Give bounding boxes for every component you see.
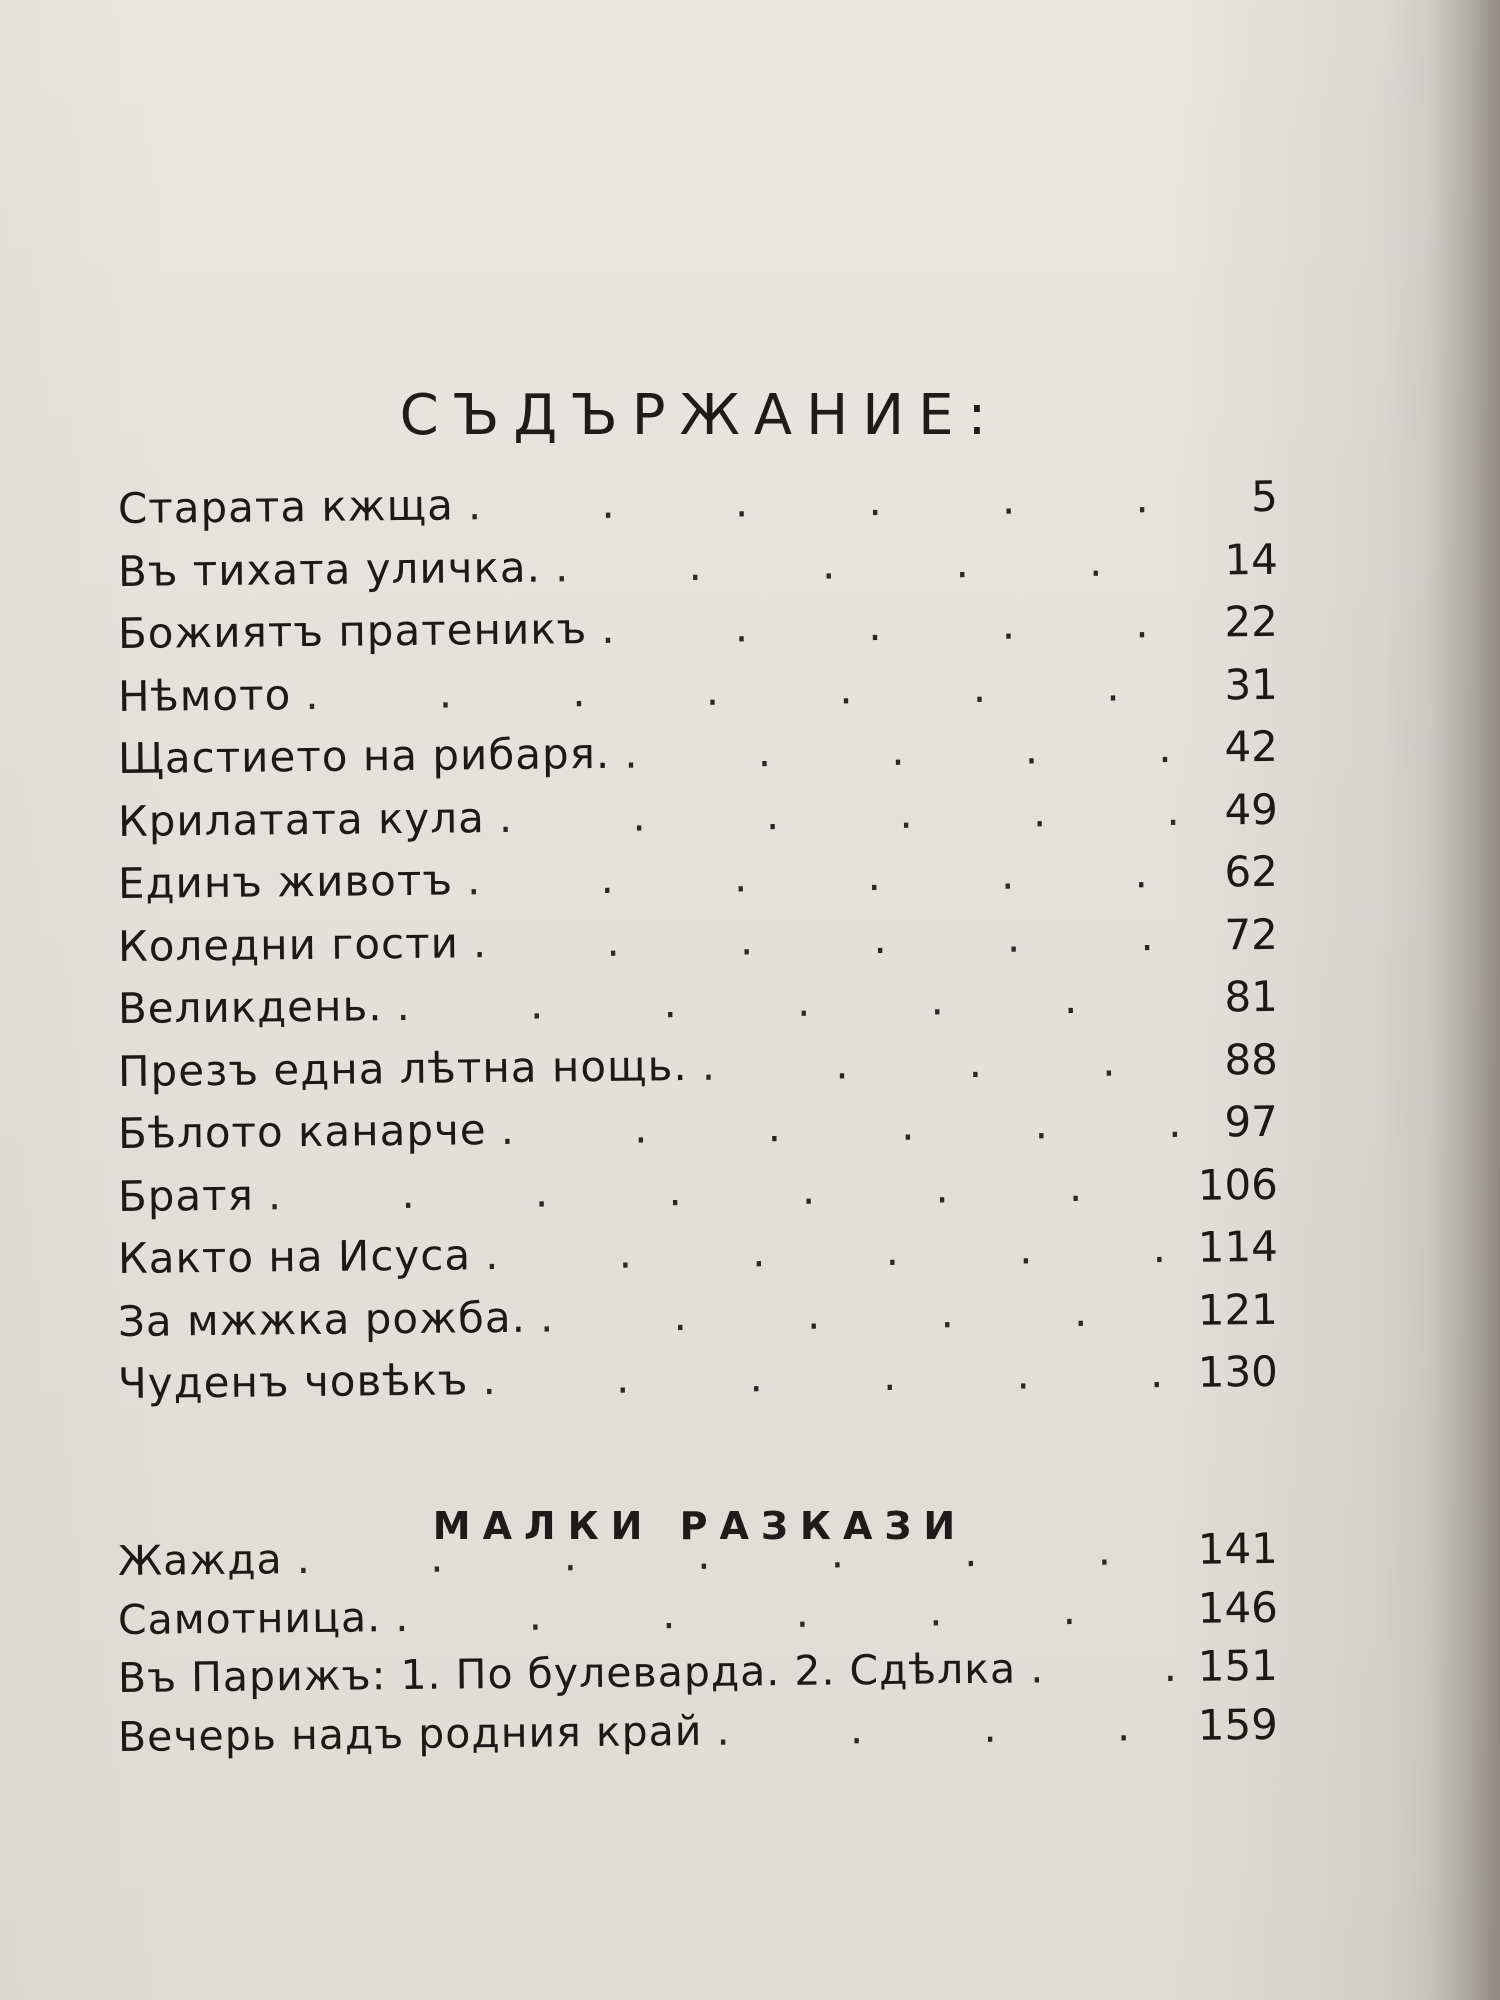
- contents-entry: [118, 1222, 1279, 1297]
- entry-page-number: 22: [1224, 596, 1279, 647]
- entry-title: Коледни гости: [117, 917, 460, 971]
- entry-title: Вечерь надъ родния край: [117, 1706, 703, 1761]
- entry-title: Самотница.: [117, 1592, 382, 1644]
- entry-page-number: 72: [1224, 909, 1279, 959]
- entry-page-number: 81: [1224, 971, 1279, 1022]
- dot-leader: [305, 660, 1178, 718]
- entry-page-number: 146: [1197, 1582, 1279, 1633]
- entry-title: Нѣмото: [117, 669, 292, 721]
- entry-page-number: 121: [1197, 1284, 1279, 1335]
- entry-title: Въ тихата уличка.: [117, 542, 542, 596]
- entry-title: Въ Парижъ: 1. По булеварда. 2. Сдѣлка: [117, 1644, 1017, 1702]
- dot-leader: [473, 910, 1179, 966]
- entry-page-number: 130: [1197, 1346, 1279, 1397]
- contents-entry: [118, 972, 1279, 1047]
- entry-title: Щастието на рибаря.: [117, 728, 611, 783]
- entry-title: Старата кжща: [117, 480, 455, 533]
- contents-entry: [118, 472, 1279, 547]
- entry-title: Както на Исуса: [117, 1230, 472, 1283]
- dot-leader: [500, 1098, 1178, 1154]
- dot-leader: [540, 1285, 1178, 1341]
- contents-title: СЪДЪРЖАНИЕ:: [399, 382, 1001, 448]
- entry-page-number: 49: [1224, 784, 1279, 834]
- dot-leader: [396, 973, 1178, 1030]
- dot-leader: [485, 1223, 1178, 1279]
- dot-leader: [701, 1035, 1178, 1089]
- entry-page-number: 159: [1197, 1699, 1279, 1750]
- dot-leader: [555, 535, 1178, 591]
- dot-leader: [468, 473, 1178, 529]
- entry-title: Крилатата кула: [117, 792, 486, 846]
- dot-leader: [1030, 1642, 1178, 1693]
- dot-leader: [601, 598, 1178, 653]
- section-heading: МАЛКИ РАЗКАЗИ: [432, 1503, 968, 1548]
- dot-leader: [482, 1348, 1178, 1404]
- entry-title: Чуденъ човѣкъ: [117, 1355, 469, 1408]
- contents-entry: [118, 1097, 1279, 1172]
- entry-title: Жажда: [117, 1535, 283, 1585]
- entry-title: За мжжка рожба.: [117, 1292, 527, 1346]
- contents-list: [117, 471, 1279, 1422]
- entry-title: Великдень.: [117, 981, 383, 1033]
- dot-leader: [716, 1700, 1178, 1754]
- contents-entry: [118, 722, 1279, 797]
- contents-entry: [118, 847, 1279, 922]
- entry-page-number: 31: [1224, 659, 1279, 709]
- entry-title: Божиятъ пратеникъ: [117, 604, 588, 658]
- entry-page-number: 114: [1197, 1221, 1279, 1272]
- contents-entry: [118, 1699, 1279, 1770]
- entry-page-number: 14: [1224, 534, 1279, 584]
- entry-title: Бѣлото канарче: [117, 1105, 487, 1158]
- dot-leader: [268, 1160, 1179, 1219]
- entry-page-number: 97: [1224, 1096, 1279, 1147]
- entry-page-number: 88: [1224, 1034, 1279, 1084]
- entry-title: Единъ животъ: [117, 855, 454, 908]
- contents-entry: [118, 597, 1279, 672]
- dot-leader: [395, 1583, 1178, 1640]
- dot-leader: [467, 848, 1178, 904]
- dot-leader: [499, 785, 1179, 841]
- entry-title: Презъ една лѣтна нощь.: [117, 1040, 688, 1096]
- entry-page-number: 42: [1224, 721, 1279, 772]
- dot-leader: [624, 723, 1178, 778]
- entry-page-number: 151: [1197, 1640, 1279, 1691]
- book-spine-shadow: [1430, 0, 1500, 2000]
- entry-page-number: 5: [1250, 471, 1279, 522]
- contents-entry: [118, 1347, 1279, 1422]
- dot-leader: [296, 1525, 1178, 1583]
- entry-title: Братя: [117, 1170, 255, 1221]
- entry-page-number: 141: [1197, 1523, 1279, 1574]
- entry-page-number: 62: [1224, 846, 1279, 897]
- entry-page-number: 106: [1197, 1159, 1279, 1210]
